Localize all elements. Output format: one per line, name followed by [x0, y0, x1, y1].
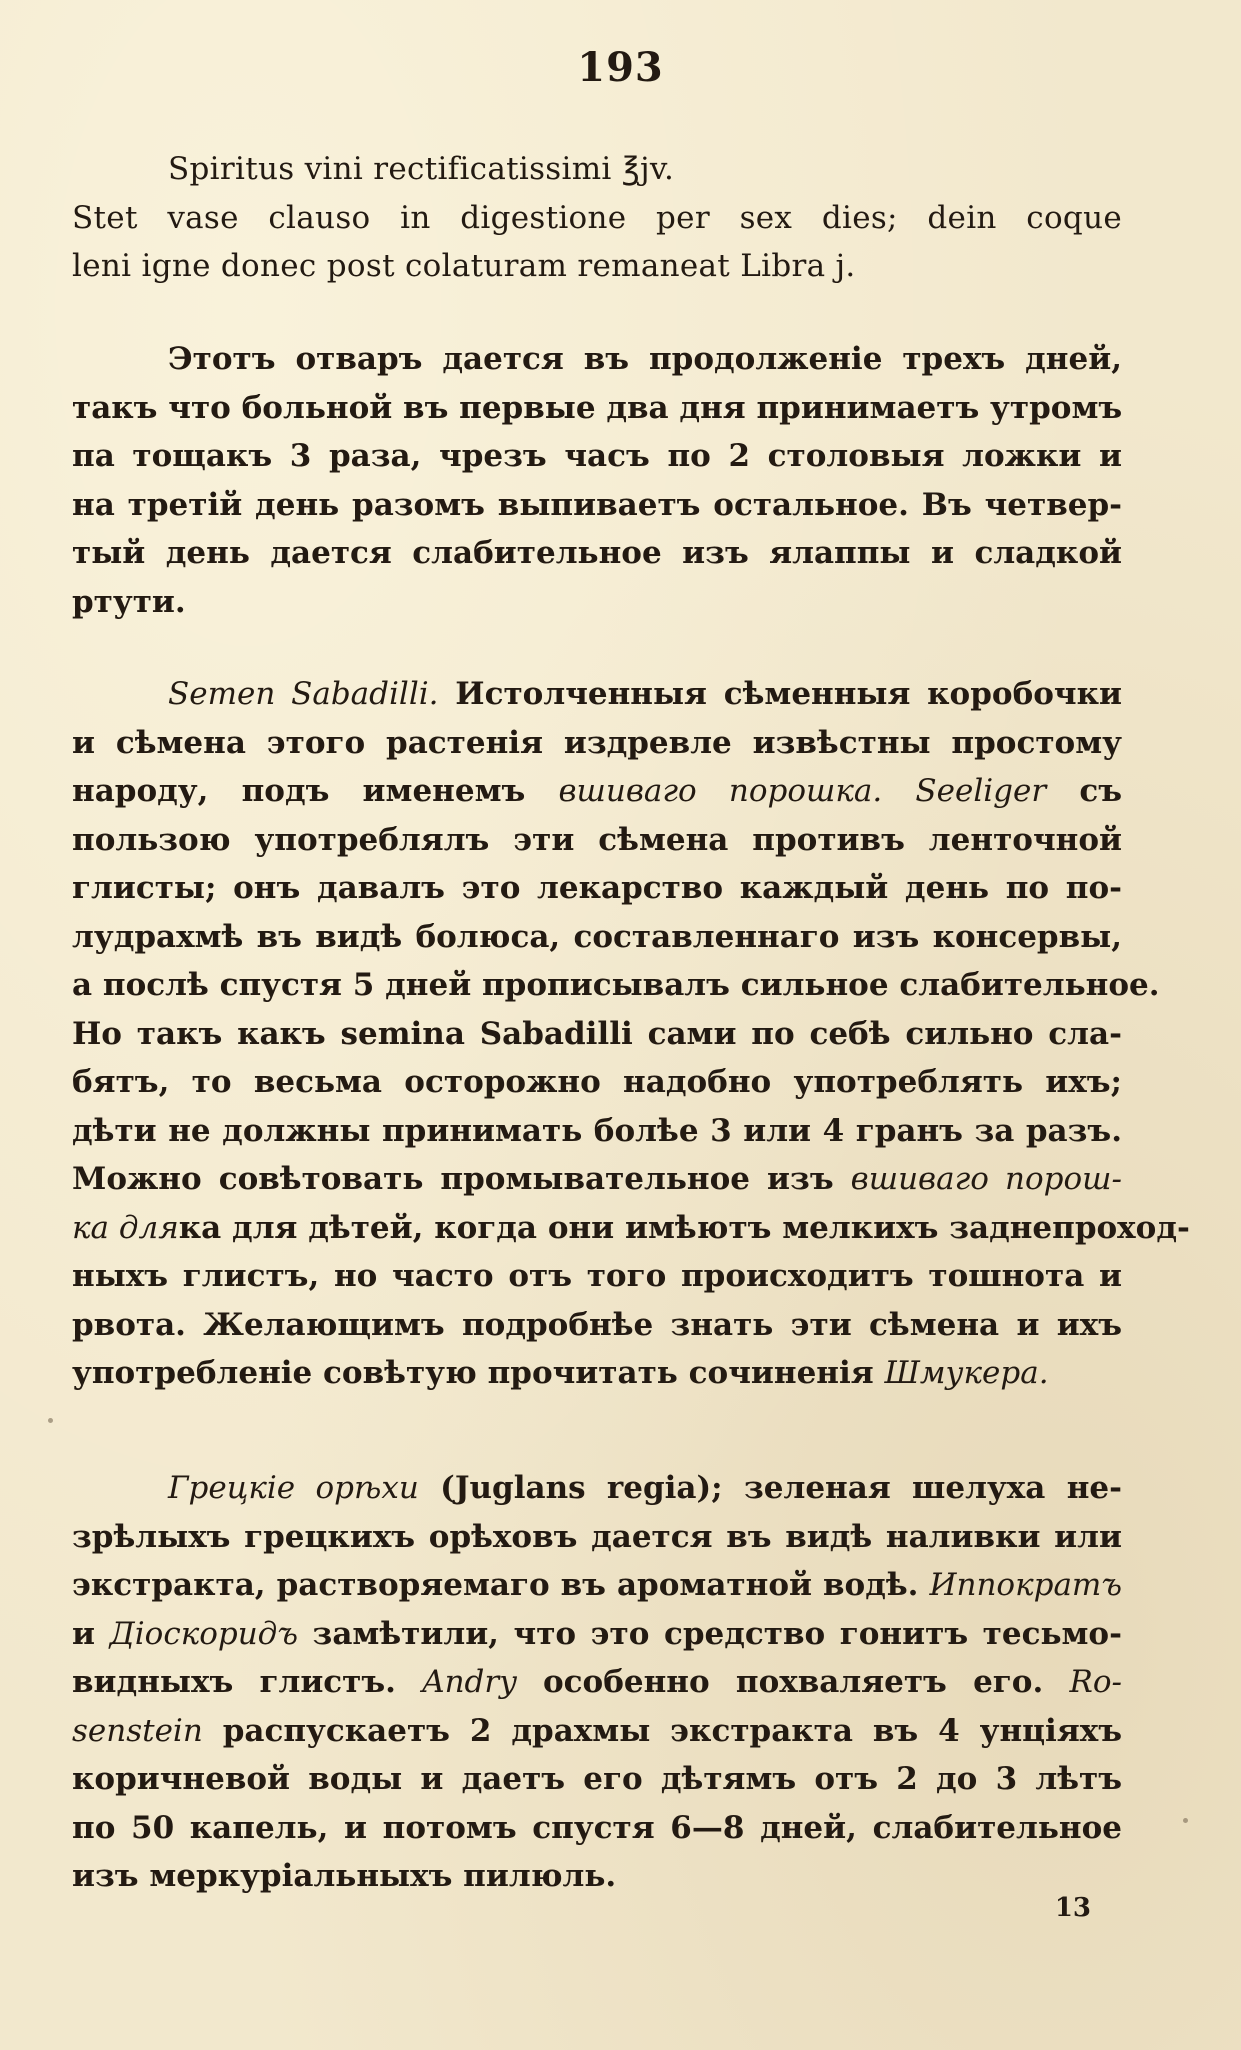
recipe-line: leni igne donec post colaturam remaneat Libra j. [72, 248, 856, 284]
paragraph-line: дѣти не должны принимать болѣе 3 или 4 гранъ за разъ. [72, 1112, 1122, 1149]
author-italic: Ro- [1069, 1664, 1122, 1700]
paragraph-text: Можно совѣтовать промывательное изъ [72, 1161, 851, 1197]
paragraph-text: съ [1046, 773, 1122, 809]
paragraph-line [72, 1155, 1122, 1204]
paragraph-line: па тощакъ 3 раза, чрезъ часъ по 2 столовыя ложки и [72, 438, 1122, 474]
paragraph-line: ныхъ глистъ, но часто отъ того происходитъ тошнота и [72, 1258, 1122, 1294]
paragraph-semen-sabadilli [72, 670, 1190, 1398]
paragraph-line [72, 670, 1122, 719]
paragraph-line [72, 1658, 1122, 1707]
paragraph-text: (Juglans regia); зеленая шелуха не- [418, 1470, 1122, 1506]
paragraph-line: пользою употреблялъ эти сѣмена противъ ленточной [72, 821, 1122, 858]
paragraph-text: народу, подъ именемъ [72, 773, 559, 809]
paragraph-line [72, 1464, 1122, 1513]
recipe-line: Stet vase clauso in digestione per sex dies; dein coque [72, 199, 1122, 236]
term-italic: вшиваго порошка. [558, 773, 883, 809]
page-number: 193 [577, 44, 664, 91]
term-italic: ка для [72, 1209, 179, 1246]
paper-speck [48, 1418, 53, 1423]
recipe-line: Spiritus vini rectificatissimi ℥jv. [168, 151, 675, 187]
paragraph-line: глисты; онъ давалъ это лекарство каждый день по по- [72, 870, 1122, 906]
paragraph-text: Истолченныя сѣменныя коробочки [455, 676, 1122, 712]
paragraph-text: экстракта, растворяемаго въ ароматной водѣ. [72, 1567, 930, 1603]
paragraph-line: изъ меркуріальныхъ пилюль. [72, 1858, 617, 1894]
signature-mark: 13 [1054, 1893, 1091, 1923]
recipe-block [72, 145, 1122, 291]
paragraph-line: рвота. Желающимъ подробнѣе знать эти сѣмена и ихъ [72, 1306, 1122, 1343]
author-italic: Діоскоридъ [109, 1615, 298, 1652]
paragraph-line: такъ что больной въ первые два дня принимаетъ утромъ [72, 389, 1123, 426]
author-italic: Шмукера. [884, 1355, 1049, 1391]
paragraph-walnuts [72, 1464, 1122, 1901]
paragraph-line [72, 1561, 1122, 1610]
paragraph-line: ртути. [72, 583, 186, 620]
paragraph-decoction [72, 335, 1122, 626]
author-italic: Иппократъ [929, 1567, 1122, 1603]
paragraph-line [72, 1610, 1122, 1659]
paper-speck [1183, 1818, 1188, 1823]
author-italic: Seeliger [915, 773, 1047, 809]
paragraph-line: коричневой воды и даетъ его дѣтямъ отъ 2 до 3 лѣтъ [72, 1761, 1122, 1797]
paragraph-text: и [72, 1615, 110, 1652]
term-italic: Грецкіе орѣхи [168, 1470, 419, 1506]
paragraph-line: Этотъ отваръ дается въ продолженіе трехъ дней, [168, 341, 1122, 377]
author-italic: senstein [72, 1712, 203, 1749]
paragraph-line: Но такъ какъ semina Sabadilli сами по себѣ сильно сла- [72, 1015, 1122, 1052]
paragraph-text: распускаетъ 2 драхмы экстракта въ 4 унціяхъ [202, 1712, 1122, 1749]
paragraph-text: видныхъ глистъ. [72, 1664, 423, 1700]
paragraph-line: бятъ, то весьма осторожно надобно употреблять ихъ; [72, 1064, 1122, 1100]
paragraph-text: особенно похваляетъ его. [516, 1664, 1070, 1700]
paragraph-line [72, 1349, 1122, 1398]
paragraph-line: на третій день разомъ выпиваетъ остальное. Въ четвер- [72, 486, 1122, 523]
paragraph-line [72, 1204, 1190, 1253]
paragraph-line [72, 767, 1122, 816]
paragraph-text: ка для дѣтей, когда они имѣютъ мелкихъ заднепроход- [178, 1209, 1190, 1246]
paragraph-text: замѣтили, что это средство гонитъ тесьмо- [297, 1615, 1122, 1652]
term-italic: Semen Sabadilli. [168, 676, 439, 712]
term-italic: вшиваго порош- [850, 1161, 1122, 1197]
paragraph-line [72, 1707, 1122, 1756]
paragraph-line: и сѣмена этого растенія издревле извѣстны простому [72, 724, 1122, 761]
paragraph-line: лудрахмѣ въ видѣ болюса, составленнаго изъ консервы, [72, 918, 1122, 955]
paragraph-line: зрѣлыхъ грецкихъ орѣховъ дается въ видѣ наливки или [72, 1518, 1122, 1555]
paragraph-line: тый день дается слабительное изъ ялаппы и сладкой [72, 535, 1122, 571]
paragraph-line: по 50 капель, и потомъ спустя 6—8 дней, слабительное [72, 1809, 1122, 1846]
paragraph-line: а послѣ спустя 5 дней прописывалъ сильное слабительное. [72, 967, 1160, 1003]
paragraph-text: употребленіе совѣтую прочитать сочиненія [72, 1355, 885, 1391]
author-italic: Andry [422, 1664, 517, 1700]
